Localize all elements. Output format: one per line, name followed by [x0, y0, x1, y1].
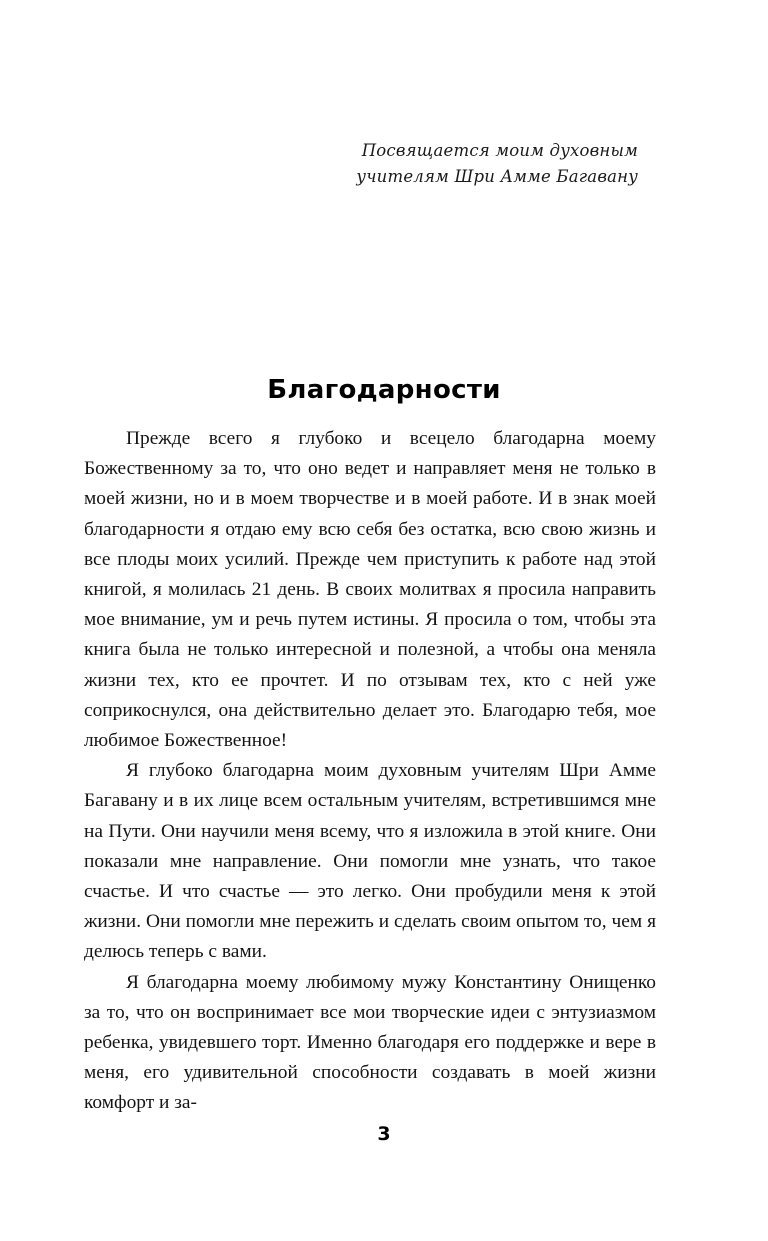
page-title: Благодарности [267, 375, 501, 406]
paragraph: Я благодарна моему любимому мужу Константину Онищенко за то, что он воспринимает все мои творческие идеи с энтузиазмом ребенка, увидевшего торт. Именно благодаря его поддержке и вере в меня, его удивительной способности создавать в моей жизни комфорт и за- [84, 971, 656, 1114]
paragraph: Я глубоко благодарна моим духовным учителям Шри Амме Багавану и в их лице всем остальным учителям, встретившимся мне на Пути. Они научили меня всему, что я изложила в этой книге. Они показали мне направление. Они помогли мне узнать, что такое счастье. И что счастье — это легко. Они пробудили меня к этой жизни. Они помогли мне пережить и сделать своим опытом то, чем я делюсь теперь с вами. [84, 760, 656, 963]
page-number: 3 [377, 1123, 391, 1145]
paragraph: Прежде всего я глубоко и всецело благодарна моему Божественному за то, что оно ведет и направляет меня не только в моей жизни, но и в моем творчестве и в моей работе. И в знак моей благодарности я отдаю ему всю себя без остатка, всю свою жизнь и все плоды моих усилий. Прежде чем приступить к работе над этой книгой, я молилась 21 день. В своих молитвах я просила направить мое внимание, ум и речь путем истины. Я просила о том, чтобы эта книга была не только интересной и полезной, а чтобы она меняла жизни тех, кто ее прочтет. И по отзывам тех, кто с ней уже соприкоснулся, она действительно делает это. Благодарю тебя, мое любимое Божественное! [84, 428, 656, 752]
dedication-line-2: учителям Шри Амме Багавану [356, 166, 638, 186]
dedication-line-1: Посвящается моим духовным [361, 141, 638, 160]
dedication-block [258, 138, 638, 189]
body-text [84, 424, 656, 1119]
